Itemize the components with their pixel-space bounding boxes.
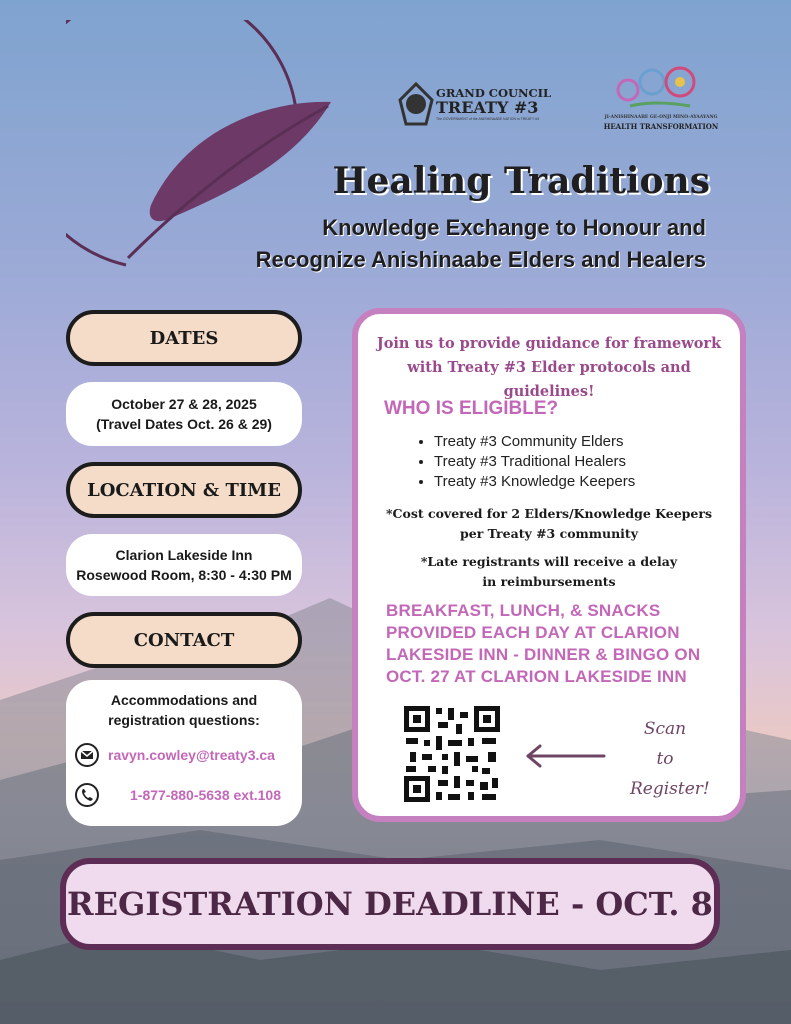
late-note-line-2: in reimbursements: [482, 574, 616, 589]
health-transformation-logo: [598, 60, 728, 136]
ht-line1: JI-ANISHINAABE GE-ONJI MINO-AYAAYANG: [604, 115, 718, 120]
location-box: [66, 534, 302, 596]
late-note: [372, 552, 726, 592]
contact-line-2: registration questions:: [108, 712, 260, 728]
phone-icon: [74, 782, 100, 808]
gct-tagline: The GOVERNMENT of the ANISHINAABE NATION in TREATY #3: [436, 117, 539, 121]
page-title: Healing Traditions: [332, 160, 710, 202]
contact-box: [66, 680, 302, 826]
cost-note: [372, 504, 726, 544]
dates-line-2: (Travel Dates Oct. 26 & 29): [96, 416, 272, 432]
cost-note-line-1: *Cost covered for 2 Elders/Knowledge Keepers: [386, 506, 712, 521]
subtitle-line-2: Recognize Anishinaabe Elders and Healers: [255, 247, 706, 272]
scan-line-2: to: [656, 749, 674, 769]
list-item: • Treaty #3 Traditional Healers: [434, 452, 635, 472]
gct-line2: TREATY #3: [436, 98, 539, 117]
list-item: • Treaty #3 Community Elders: [434, 432, 635, 452]
qr-code-icon[interactable]: [402, 704, 502, 804]
email-link[interactable]: ravyn.cowley@treaty3.ca: [108, 747, 275, 763]
meals-note: BREAKFAST, LUNCH, & SNACKS PROVIDED EACH DAY AT CLARION LAKESIDE INN - DINNER & BINGO ON OCT. 27 AT CLARION LAKESIDE INN: [386, 601, 701, 686]
contact-label: CONTACT: [66, 612, 302, 668]
subtitle-line-1: Knowledge Exchange to Honour and: [322, 215, 706, 240]
floral-icon: [610, 60, 700, 112]
email-icon: [74, 742, 100, 768]
cost-note-line-2: per Treaty #3 community: [460, 526, 638, 541]
eligible-list: [416, 432, 635, 492]
contact-line-1: Accommodations and: [110, 692, 258, 708]
gct-line1: GRAND COUNCIL: [436, 86, 552, 100]
panel-intro: [372, 332, 726, 404]
dates-label: DATES: [66, 310, 302, 366]
headdress-icon: [396, 80, 436, 128]
ht-line2: HEALTH TRANSFORMATION: [603, 122, 719, 131]
late-note-line-1: *Late registrants will receive a delay: [420, 554, 678, 569]
dates-box: [66, 382, 302, 446]
intro-line-1: Join us to provide guidance for framework: [376, 335, 722, 352]
phone-row[interactable]: [74, 782, 294, 808]
scan-to-register: [630, 714, 710, 804]
location-line-1: Clarion Lakeside Inn: [115, 547, 253, 563]
dates-line-1: October 27 & 28, 2025: [111, 396, 257, 412]
info-panel: [352, 308, 746, 822]
phone-link[interactable]: 1-877-880-5638 ext.108: [130, 787, 282, 803]
grand-council-logo: [396, 80, 556, 130]
list-item: • Treaty #3 Knowledge Keepers: [434, 472, 635, 492]
location-line-2: Rosewood Room, 8:30 - 4:30 PM: [76, 567, 292, 583]
location-label: LOCATION & TIME: [66, 462, 302, 518]
page-subtitle: [180, 212, 706, 276]
registration-deadline: REGISTRATION DEADLINE - OCT. 8: [60, 858, 720, 950]
arrow-left-icon: [522, 740, 608, 770]
email-row[interactable]: [74, 742, 294, 768]
eligible-heading: WHO IS ELIGIBLE?: [384, 398, 559, 419]
intro-line-2: with Treaty #3 Elder protocols and guidelines!: [407, 359, 691, 400]
scan-line-1: Scan: [643, 719, 687, 739]
scan-line-3: Register!: [630, 779, 710, 799]
